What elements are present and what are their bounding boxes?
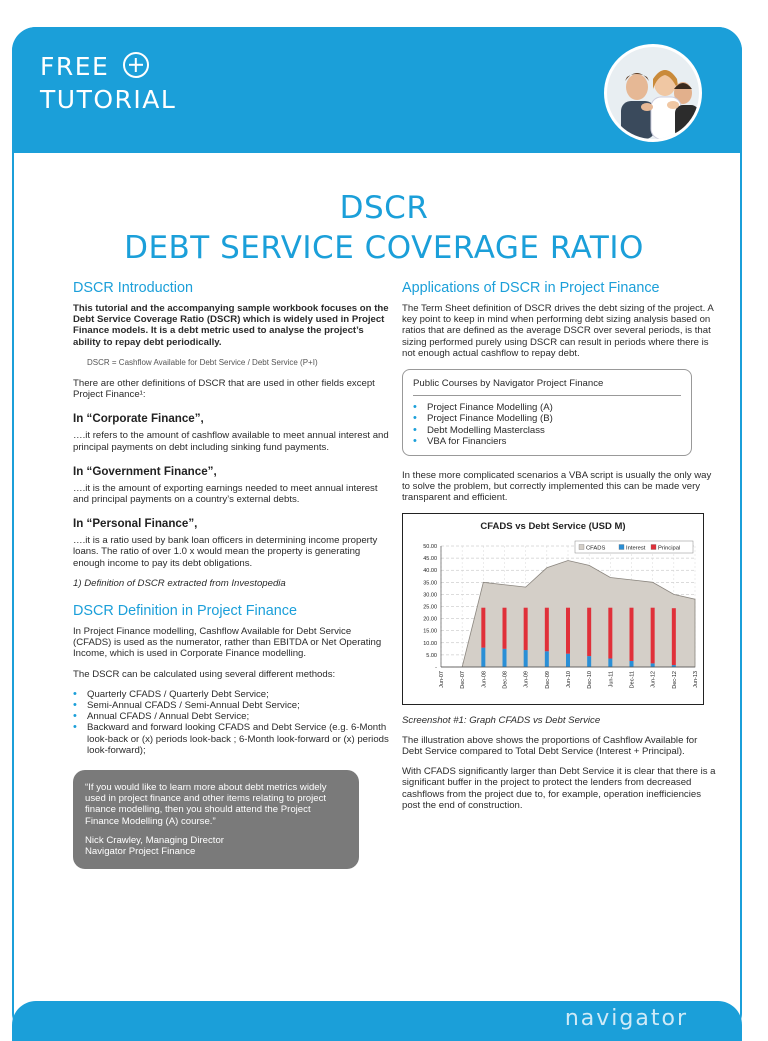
intro-heading: DSCR Introduction <box>73 280 193 296</box>
personal-finance-text: ….it is a ratio used by bank loan officers in determining income property loans. The ratio of over 1.0 x would mean the property is generating enough income to pay its debt obligations. <box>73 535 378 569</box>
definition-heading: DSCR Definition in Project Finance <box>73 603 297 620</box>
courses-heading: Public Courses by Navigator Project Finance <box>413 378 681 396</box>
x-tick-label: Jun-10 <box>566 670 572 688</box>
chart-title: CFADS vs Debt Service (USD M) <box>480 520 626 532</box>
courses-list <box>413 402 681 447</box>
banner-line1: FREE <box>40 52 110 81</box>
footnote: 1) Definition of DSCR extracted from Investopedia <box>73 577 286 589</box>
y-tick-label: 35.00 <box>423 579 437 586</box>
free-tutorial-badge <box>40 50 176 116</box>
corporate-finance-text: ….it refers to the amount of cashflow available to meet annual interest and principal payments on debt including sinking fund payments. <box>73 430 389 453</box>
quote-organisation: Navigator Project Finance <box>85 846 196 858</box>
y-tick-label: 10.00 <box>423 640 437 647</box>
interest-bar <box>566 653 570 666</box>
legend-swatch <box>579 544 584 549</box>
x-tick-label: Jun-12 <box>650 670 657 688</box>
chart-svg <box>403 514 703 704</box>
applications-heading: Applications of DSCR in Project Finance <box>402 280 660 296</box>
x-tick-label: Jun-07 <box>439 670 445 688</box>
applications-text: The Term Sheet definition of DSCR drives the debt sizing of the project. A key point to keep in mind when performing debt sizing analysis based on ratios that are defined as the average DSCR over several periods, is that sizing performed purely using DSCR can result in periods where there is not enough actual cashflow to repay debt. <box>402 303 714 359</box>
list-item: • Annual CFADS / Annual Debt Service; <box>73 711 391 722</box>
government-finance-heading: In “Government Finance”, <box>73 464 217 478</box>
principal-bar <box>545 607 549 651</box>
legend-swatch <box>651 544 656 549</box>
list-item: • Quarterly CFADS / Quarterly Debt Service; <box>73 689 391 700</box>
course-item[interactable]: • VBA for Financiers <box>413 436 681 447</box>
title-line1: DSCR <box>339 190 429 226</box>
intro-text: This tutorial and the accompanying sample workbook focuses on the Debt Service Coverage Ratio (DSCR) which is widely used in Project Finance models. It is a debt metric used to analyse the project’s ability to repay debt periodically. <box>73 303 389 348</box>
illustration-text: The illustration above shows the proportions of Cashflow Available for Debt Service compared to Total Debt Service (Interest + Principal). <box>402 734 698 758</box>
interest-bar <box>545 651 549 667</box>
plus-circle-icon <box>123 52 149 78</box>
definition-text: In Project Finance modelling, Cashflow Available for Debt Service (CFADS) is used as the numerator, rather than EBITDA or Net Operating Income, which is used in Corporate Finance modelling. <box>73 626 382 660</box>
legend-swatch <box>619 544 624 549</box>
y-tick-label: 20.00 <box>423 616 437 623</box>
banner-line2: TUTORIAL <box>40 85 177 114</box>
principal-bar <box>630 607 634 660</box>
x-tick-label: Dec-07 <box>460 670 467 689</box>
quote-author: Nick Crawley, Managing Director <box>85 834 224 846</box>
title-line2: DEBT SERVICE COVERAGE RATIO <box>124 230 644 266</box>
right-column <box>402 280 720 820</box>
interest-bar <box>587 656 591 667</box>
personal-finance-heading: In “Personal Finance”, <box>73 517 198 531</box>
x-tick-label: Dec-08 <box>502 670 509 689</box>
y-tick-label: 30.00 <box>423 592 437 599</box>
business-people-photo <box>604 44 702 142</box>
footer-brand: navigator <box>564 1006 688 1031</box>
principal-bar <box>503 607 507 648</box>
interest-bar <box>481 647 485 666</box>
x-tick-label: Jun-09 <box>523 670 530 688</box>
list-item: • Backward and forward looking CFADS and Debt Service (e.g. 6-Month look-back or (x) periods look-back ; 6-Month look-forward or (x) periods look-forward); <box>73 722 391 756</box>
principal-bar <box>672 608 676 665</box>
y-tick-label: 25.00 <box>423 604 437 611</box>
corporate-finance-heading: In “Corporate Finance”, <box>73 412 204 426</box>
interest-bar <box>630 661 634 667</box>
y-tick-label: 50.00 <box>423 543 437 550</box>
testimonial-quote <box>73 770 359 869</box>
principal-bar <box>566 607 570 653</box>
public-courses-box <box>402 369 692 456</box>
list-item: • Semi-Annual CFADS / Semi-Annual Debt Service; <box>73 700 391 711</box>
interest-bar <box>608 658 612 666</box>
principal-bar <box>481 607 485 647</box>
course-item[interactable]: • Debt Modelling Masterclass <box>413 425 681 436</box>
course-item[interactable]: • Project Finance Modelling (A) <box>413 402 681 413</box>
chart-caption: Screenshot #1: Graph CFADS vs Debt Service <box>402 714 601 726</box>
buffer-text: With CFADS significantly larger than Debt Service it is clear that there is a significant buffer in the project to protect the lenders from decreased cashflows from the project due to, for example, operation inefficiencies post the end of construction. <box>402 766 716 811</box>
interest-bar <box>503 648 507 666</box>
x-tick-label: Dec-10 <box>587 670 594 689</box>
government-finance-text: ….it is the amount of exporting earnings needed to meet annual interest and principal payments on a country’s external debts. <box>73 482 378 506</box>
x-tick-label: Jun-13 <box>693 670 699 688</box>
interest-bar <box>524 650 528 667</box>
x-tick-label: Dec-09 <box>544 670 551 689</box>
x-tick-label: Dec-12 <box>671 670 678 689</box>
y-tick-label: 40.00 <box>423 567 437 574</box>
principal-bar <box>651 607 655 663</box>
x-tick-label: Jun-11 <box>608 670 615 688</box>
methods-intro: The DSCR can be calculated using several different methods: <box>73 668 336 680</box>
applauding-team-image <box>607 47 699 139</box>
quote-text: “If you would like to learn more about debt metrics widely used in project finance and other items relating to project finance modelling, then you should attend the Project Finance Modelling (A) course.” <box>85 782 327 827</box>
methods-list <box>73 689 391 756</box>
legend-label: CFADS <box>586 544 606 551</box>
principal-bar <box>608 607 612 658</box>
principal-bar <box>524 607 528 649</box>
principal-bar <box>587 607 591 655</box>
legend-label: Principal <box>658 544 681 551</box>
y-tick-label: - <box>435 664 437 671</box>
dscr-formula: DSCR = Cashflow Available for Debt Service / Debt Service (P+I) <box>87 357 318 367</box>
vba-text: In these more complicated scenarios a VBA script is usually the only way to solve the problem, but correctly implemented this can be made very transparent and efficient. <box>402 470 712 504</box>
y-tick-label: 15.00 <box>423 628 437 635</box>
other-definitions-text: There are other definitions of DSCR that are used in other fields except Project Finance¹: <box>73 378 375 401</box>
y-tick-label: 5.00 <box>426 652 437 659</box>
left-column <box>73 280 391 869</box>
course-item[interactable]: • Project Finance Modelling (B) <box>413 413 681 424</box>
y-tick-label: 45.00 <box>423 555 437 562</box>
legend-label: Interest <box>626 544 646 551</box>
x-tick-label: Dec-11 <box>629 670 636 688</box>
cfads-chart <box>402 513 704 705</box>
interest-bar <box>651 663 655 667</box>
x-tick-label: Jun-08 <box>481 670 488 688</box>
